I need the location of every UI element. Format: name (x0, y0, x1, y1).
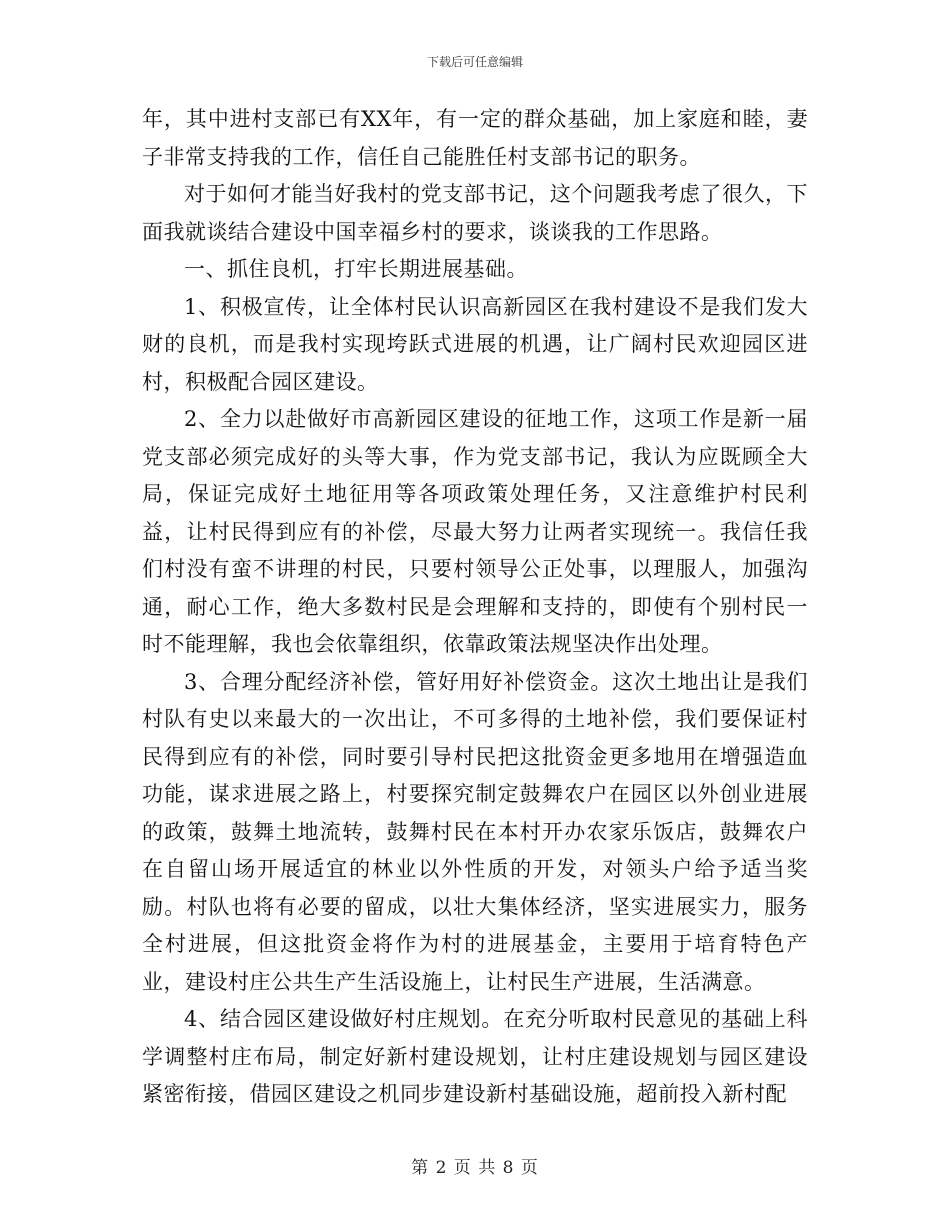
section-heading: 一、抓住良机，打牢长期进展基础。 (184, 257, 528, 281)
paragraph-item-3: 3、合理分配经济补偿，管好用好补偿资金。这次土地出让是我们村队有史以来最大的一次出让，不可多得的土地补偿，我们要保证村民得到应有的补偿，同时要引导村民把这批资金更多地用在增强造血功能，谋求进展之路上，村要探究制定鼓舞农户在园区以外创业进展的政策，鼓舞土地流转，鼓舞村民在本村开办农家乐饭店，鼓舞农户在自留山场开展适宜的林业以外性质的开发，对领头户给予适当奖励。村队也将有必要的留成，以壮大集体经济，坚实进展实力，服务全村进展，但这批资金将作为村的进展基金，主要用于培育特色产业，建设村庄公共生产生活设施上，让村民生产进展，生活满意。 (142, 669, 808, 994)
document-body (142, 101, 808, 1114)
page-header: 下载后可任意编辑 (426, 55, 523, 69)
paragraph-intro: 对于如何才能当好我村的党支部书记，这个问题我考虑了很久，下面我就谈结合建设中国幸福乡村的要求，谈谈我的工作思路。 (142, 182, 808, 244)
paragraph-continuation: 年，其中进村支部已有XX年，有一定的群众基础，加上家庭和睦，妻子非常支持我的工作，信任自己能胜任村支部书记的职务。 (142, 107, 808, 169)
page-number-footer: 第 2 页 共 8 页 (411, 1158, 539, 1178)
paragraph-item-1: 1、积极宣传，让全体村民认识高新园区在我村建设不是我们发大财的良机，而是我村实现垮跃式进展的机遇，让广阔村民欢迎园区进村，积极配合园区建设。 (142, 294, 808, 394)
paragraph-item-4: 4、结合园区建设做好村庄规划。在充分听取村民意见的基础上科学调整村庄布局，制定好新村建设规划，让村庄建设规划与园区建设紧密衔接，借园区建设之机同步建设新村基础设施，超前投入新村配 (142, 1007, 808, 1106)
paragraph-item-2: 2、全力以赴做好市高新园区建设的征地工作，这项工作是新一届党支部必须完成好的头等大事，作为党支部书记，我认为应既顾全大局，保证完成好土地征用等各项政策处理任务，又注意维护村民利益，让村民得到应有的补偿，尽最大努力让两者实现统一。我信任我们村没有蛮不讲理的村民，只要村领导公正处事，以理服人，加强沟通，耐心工作，绝大多数村民是会理解和支持的，即使有个别村民一时不能理解，我也会依靠组织，依靠政策法规坚决作出处理。 (142, 407, 808, 656)
